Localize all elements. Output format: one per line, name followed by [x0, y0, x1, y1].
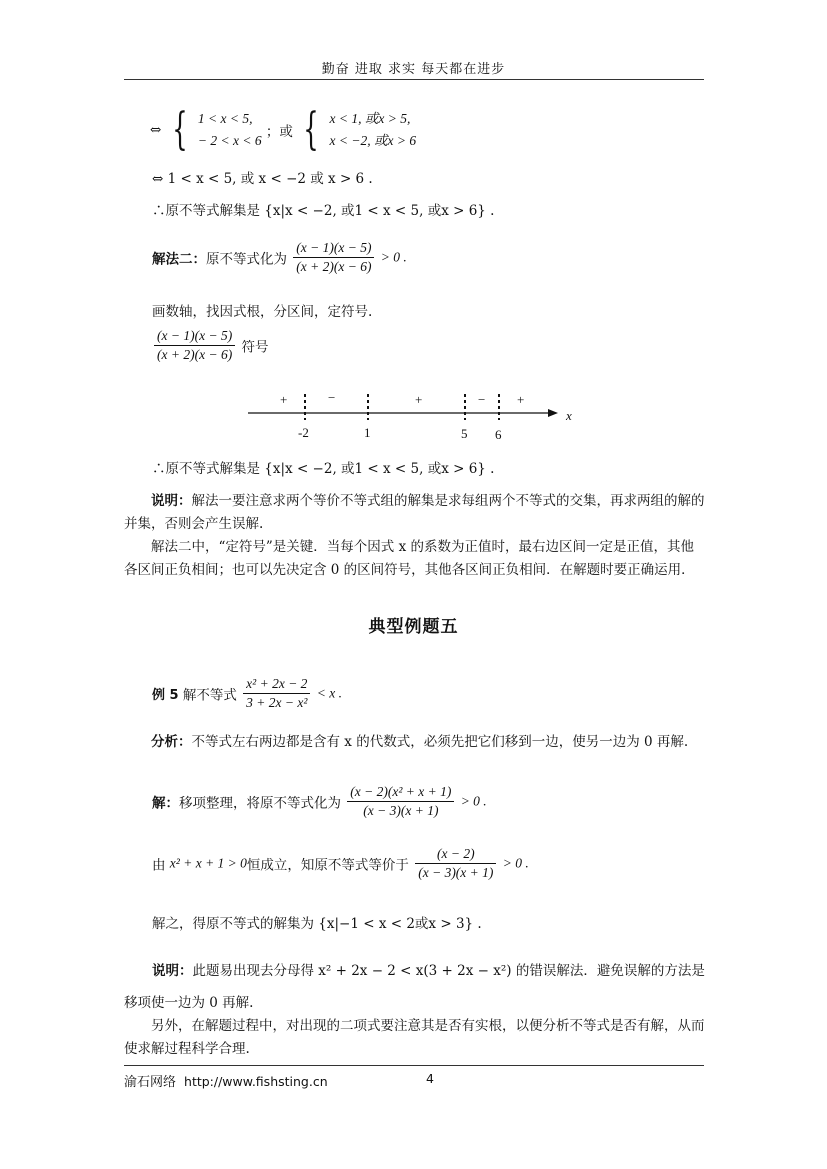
since-mid: 恒成立，知原不等式等价于 — [246, 857, 409, 874]
fraction-numerator: (x − 1)(x − 5) — [293, 240, 374, 258]
sign-interval-1: + — [280, 392, 288, 407]
note1-label: 说明： — [151, 493, 192, 509]
section-title: 典型例题五 — [368, 617, 459, 637]
or-separator: ；或 — [265, 124, 293, 140]
note3-label: 说明： — [152, 963, 193, 979]
method-two-tail: > 0 . — [380, 249, 407, 265]
sign-interval-3: + — [415, 392, 423, 407]
fraction-denominator: (x + 2)(x − 6) — [296, 259, 372, 274]
solution-text: 移项整理，将原不等式化为 — [179, 795, 341, 812]
numberline-intro: 画数轴，找因式根，分区间，定符号. — [152, 304, 373, 320]
case2-stack — [330, 108, 417, 152]
solution-step — [152, 784, 487, 819]
sign-interval-2: − — [328, 390, 336, 405]
case2-line2: x < −2, 或x > 6 — [329, 133, 417, 148]
method-two-label: 解法二： — [152, 251, 206, 268]
root-label-minus2: -2 — [298, 425, 309, 440]
sign-word: 符号 — [241, 339, 269, 356]
note3-line2: 移项使一边为 0 再解. — [124, 995, 254, 1011]
sign-number-line — [240, 388, 580, 444]
note1-text: 解法一要注意求两个等价不等式组的解集是求每组两个不等式的交集，再求两组的解的并集，否则会产生误解. — [124, 493, 705, 532]
solution-denominator: (x − 3)(x + 1) — [363, 803, 439, 818]
since-denominator: (x − 3)(x + 1) — [418, 865, 494, 880]
case1-line2: − 2 < x < 6 — [197, 133, 262, 148]
example-5-label: 例 5 — [152, 688, 179, 703]
footer-site: 渝石网络 — [124, 1075, 177, 1090]
case1-stack — [198, 108, 262, 152]
sign-fraction — [154, 328, 235, 363]
since-numerator: (x − 2) — [415, 846, 496, 864]
sign-denominator: (x + 2)(x − 6) — [157, 347, 233, 362]
root-label-1: 1 — [364, 425, 371, 440]
page-number: 4 — [426, 1071, 434, 1086]
solution-fraction — [347, 784, 454, 819]
final-answer: 解之，得原不等式的解集为 {x|−1 < x < 2或x > 3} . — [152, 916, 482, 932]
footer-rule — [124, 1065, 704, 1066]
solution-set-2: ∴原不等式解集是 {x|x < −2, 或1 < x < 5, 或x > 6} . — [152, 461, 495, 477]
header-rule — [124, 79, 704, 80]
note3-text: 此题易出现去分母得 x² + 2x − 2 < x(3 + 2x − x²) 的错误解法．避免误解的方法是 — [192, 963, 705, 979]
method-two-text: 原不等式化为 — [206, 251, 287, 268]
solution-label: 解： — [152, 795, 179, 812]
example-5 — [152, 676, 342, 711]
solution-tail: > 0 . — [460, 793, 487, 809]
example-5-numerator: x² + 2x − 2 — [243, 676, 310, 694]
since-pre: 由 — [152, 857, 166, 874]
sign-interval-5: + — [517, 392, 525, 407]
solution-numerator: (x − 2)(x² + x + 1) — [347, 784, 454, 802]
left-brace-2: { — [303, 104, 319, 155]
case2-line1: x < 1, 或x > 5, — [329, 111, 411, 126]
equivalence-line: ⇔ 1 < x < 5, 或 x < −2 或 x > 6 . — [152, 171, 373, 187]
left-brace-1: { — [171, 104, 188, 155]
case1-line1: 1 < x < 5, — [197, 111, 253, 126]
axis-label: x — [566, 408, 572, 423]
analysis-paragraph — [124, 731, 706, 754]
page-header: 勤奋 进取 求实 每天都在进步 — [321, 62, 506, 77]
root-label-5: 5 — [461, 426, 468, 441]
sign-interval-4: − — [478, 392, 486, 407]
analysis-text: 不等式左右两边都是含有 x 的代数式，必须先把它们移到一边，使另一边为 0 再解. — [191, 734, 689, 750]
method-two — [152, 240, 407, 275]
axis-arrowhead — [548, 409, 558, 417]
solution-set-1: ∴原不等式解集是 {x|x < −2, 或1 < x < 5, 或x > 6} . — [152, 203, 495, 219]
since-fraction — [415, 846, 496, 881]
equivalence-arrow: ⇔ — [150, 122, 162, 138]
since-step — [152, 846, 529, 881]
example-5-denominator: 3 + 2x − x² — [246, 695, 308, 710]
example-5-text: 解不等式 — [182, 687, 237, 704]
note3-line1 — [152, 959, 705, 979]
root-label-6: 6 — [495, 427, 502, 442]
since-tail: > 0 . — [502, 855, 529, 871]
equivalent-system — [150, 104, 417, 155]
footer-url[interactable]: http://www.fishsting.cn — [184, 1074, 328, 1089]
note-paragraph-4: 另外，在解题过程中，对出现的二项式要注意其是否有实根，以便分析不等式是否有解，从而使求解过程科学合理. — [124, 1018, 705, 1057]
method-two-fraction — [293, 240, 374, 275]
sign-label — [152, 328, 268, 363]
since-expression: x² + x + 1 > 0 — [169, 855, 247, 871]
example-5-tail: < x . — [316, 685, 342, 701]
note-paragraph-2: 解法二中，“定符号”是关键．当每个因式 x 的系数为正值时，最右边区间一定是正值，其他各区间正负相间；也可以先决定含 0 的区间符号，其他各区间正负相间．在解题时要正确运用． — [124, 539, 695, 578]
sign-numerator: (x − 1)(x − 5) — [154, 328, 235, 346]
example-5-fraction — [243, 676, 310, 711]
footer — [124, 1071, 328, 1090]
analysis-label: 分析： — [151, 734, 192, 750]
note-paragraph-1 — [124, 490, 706, 536]
